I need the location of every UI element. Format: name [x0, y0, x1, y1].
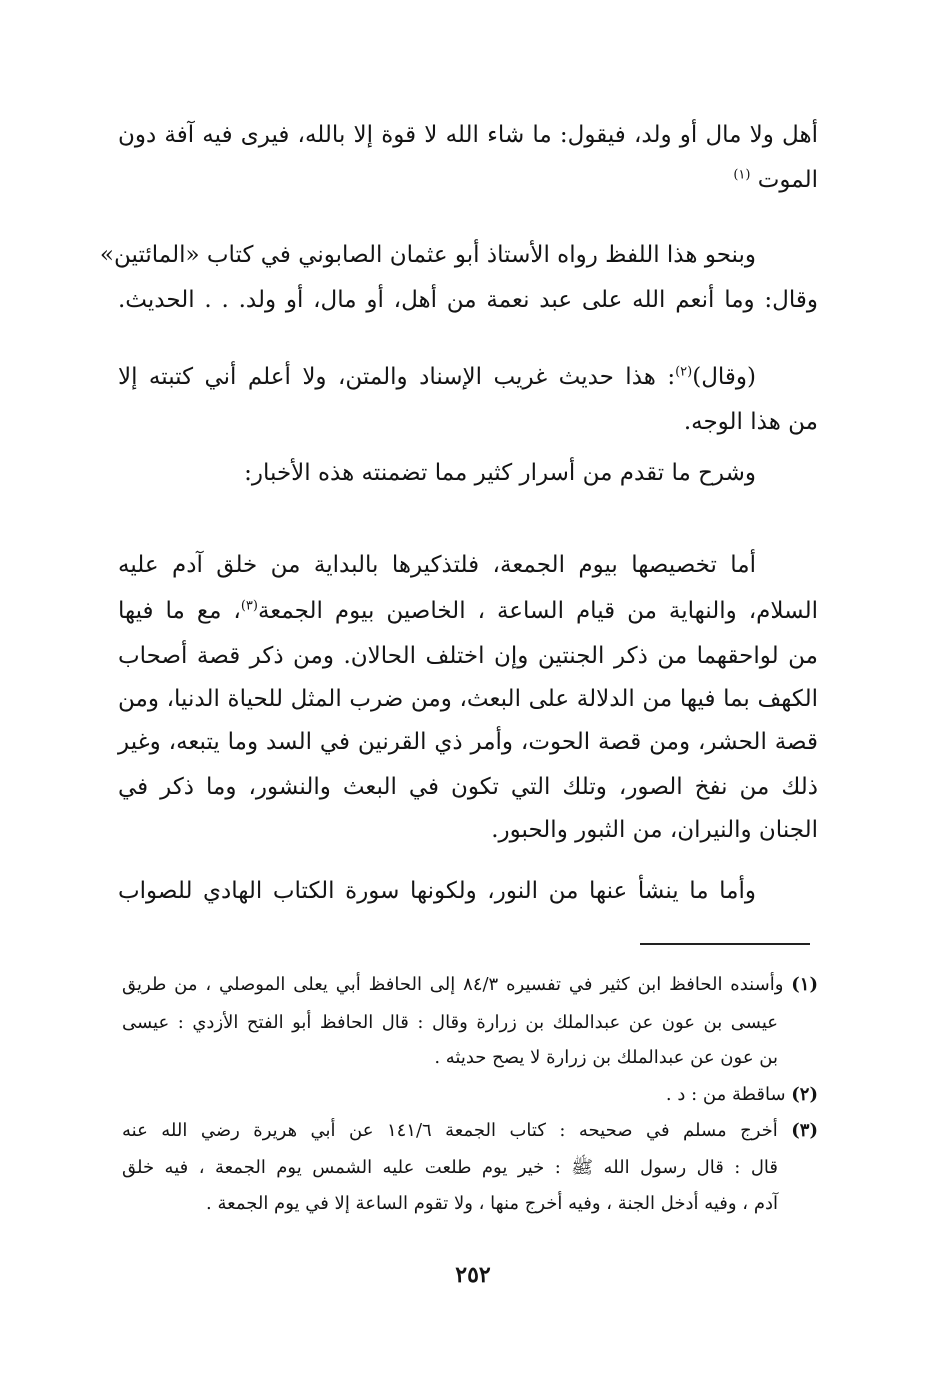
- footnote-3: [122, 1118, 818, 1144]
- body-line: وقال: وما أنعم الله على عبد نعمة من أهل، أو مال، أو ولد. . . الحديث.: [118, 287, 818, 313]
- body-text: الموت: [757, 167, 818, 193]
- footnote-line: عيسى بن عون عن عبدالملك بن زرارة وقال : قال الحافظ أبو الفتح الأزدي : عيسى: [122, 1012, 778, 1033]
- footnote-text: ساقطة من : د .: [665, 1084, 786, 1105]
- body-text: : هذا حديث غريب الإسناد والمتن، ولا أعلم أني كتبته إلا: [118, 364, 676, 390]
- footnote-number: (٣): [791, 1120, 818, 1141]
- footnote-line: بن عون عن عبدالملك بن زرارة لا يصح حديثه .: [434, 1047, 778, 1068]
- body-line: الكهف بما فيها من الدلالة على البعث، ومن ضرب المثل للحياة الدنيا، ومن: [118, 686, 818, 712]
- body-text: (وقال): [692, 364, 756, 390]
- body-line: [118, 362, 756, 392]
- body-line: قصة الحشر، ومن قصة الحوت، وأمر ذي القرنين في السد وما يتبعه، وغير: [118, 729, 818, 755]
- body-line: وأما ما ينشأ عنها من النور، ولكونها سورة الكتاب الهادي للصواب: [118, 878, 756, 904]
- footnote-line: قال : قال رسول الله ﷺ : خير يوم طلعت عليه الشمس يوم الجمعة ، فيه خلق: [122, 1157, 778, 1178]
- body-line: من لواحقهما من ذكر الجنتين وإن اختلف الحالان. ومن ذكر قصة أصحاب: [118, 643, 818, 669]
- footnote-marker[interactable]: (٢): [675, 364, 693, 380]
- body-text: السلام، والنهاية من قيام الساعة ، الخاصين بيوم الجمعة: [257, 598, 818, 624]
- page-number: ٢٥٢: [455, 1262, 491, 1288]
- body-text: ، مع ما فيها: [118, 598, 241, 624]
- footnote-marker[interactable]: (١): [733, 167, 751, 183]
- body-line: [733, 165, 818, 195]
- footnote-text: أخرج مسلم في صحيحه : كتاب الجمعة ١٤١/٦ عن أبي هريرة رضي الله عنه: [122, 1120, 778, 1141]
- body-line: وبنحو هذا اللفظ رواه الأستاذ أبو عثمان الصابوني في كتاب «المائتين»: [99, 242, 756, 268]
- footnote-2: [666, 1082, 818, 1108]
- body-line: وشرح ما تقدم من أسرار كثير مما تضمنته هذه الأخبار:: [244, 460, 756, 486]
- body-line: ذلك من نفخ الصور، وتلك التي تكون في البعث والنشور، وما ذكر في: [118, 774, 818, 800]
- body-line: أما تخصيصها بيوم الجمعة، فلتذكيرها بالبداية من خلق آدم عليه: [118, 552, 756, 578]
- footnote-text: وأسنده الحافظ ابن كثير في تفسيره ٨٤/٣ إلى الحافظ أبي يعلى الموصلي ، من طريق: [122, 974, 784, 995]
- footnote-number: (١): [791, 974, 818, 995]
- footnote-1: [122, 972, 818, 998]
- footnote-line: آدم ، وفيه أدخل الجنة ، وفيه أخرج منها ، ولا تقوم الساعة إلا في يوم الجمعة .: [206, 1193, 778, 1214]
- footnote-marker[interactable]: (٣): [240, 598, 258, 614]
- footnote-number: (٢): [791, 1084, 818, 1105]
- body-line: أهل ولا مال أو ولد، فيقول: ما شاء الله لا قوة إلا بالله، فيرى فيه آفة دون: [118, 122, 818, 148]
- body-line: من هذا الوجه.: [683, 409, 818, 435]
- body-line: [118, 596, 818, 626]
- body-line: الجنان والنيران، من الثبور والحبور.: [491, 817, 818, 843]
- footnote-separator: [640, 943, 810, 945]
